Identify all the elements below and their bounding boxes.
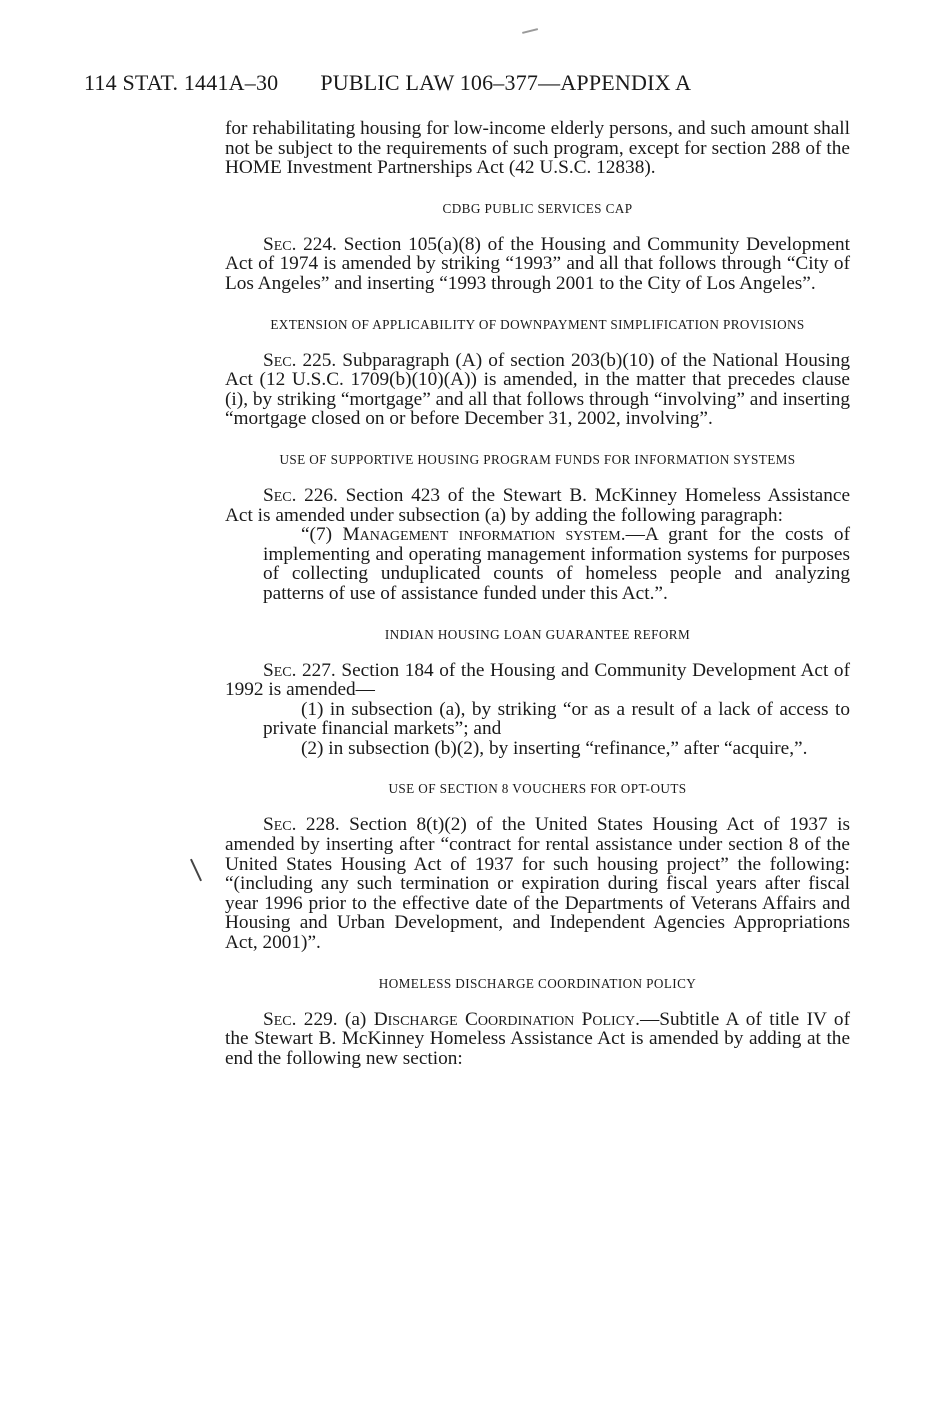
public-law-title: PUBLIC LAW 106–377—APPENDIX A	[320, 70, 692, 95]
section-227-caption: INDIAN HOUSING LOAN GUARANTEE REFORM	[384, 626, 691, 642]
section-226-quoted-paragraph	[263, 525, 850, 603]
section-227-paragraph	[225, 661, 850, 700]
section-229-paragraph	[225, 1010, 850, 1069]
section-226-paragraph	[225, 486, 850, 525]
scan-mark-top	[522, 28, 538, 33]
section-227-text: Section 184 of the Housing and Community Development Act of 1992 is amended—	[225, 659, 850, 701]
section-227-label: Sec. 227.	[263, 659, 336, 681]
section-228-label: Sec. 228.	[263, 814, 340, 836]
scan-margin-mark	[190, 859, 202, 882]
section-229-caption: HOMELESS DISCHARGE COORDINATION POLICY	[378, 975, 697, 991]
section-228-caption: USE OF SECTION 8 VOUCHERS FOR OPT-OUTS	[388, 781, 687, 797]
page-header	[84, 70, 691, 96]
section-227-item-1: (1) in subsection (a), by striking “or as a result of a lack of access to private financial markets”; and	[263, 698, 850, 740]
section-229-text: —Subtitle A of title IV of the Stewart B. McKinney Homeless Assistance Act is amended by adding at the end the following new section:	[225, 1008, 850, 1069]
section-227-item-2: (2) in subsection (b)(2), by inserting “refinance,” after “acquire,”.	[301, 737, 808, 759]
section-224-text: Section 105(a)(8) of the Housing and Community Development Act of 1974 is amended by striking “1993” and all that follows through “City of Los Angeles” and inserting “1993 through 2001 to the City of Los Angeles”.	[225, 233, 850, 294]
document-body	[225, 119, 850, 1068]
section-228-paragraph	[225, 815, 850, 952]
section-225-label: Sec. 225.	[263, 349, 337, 371]
section-229-sub-label: (a)	[344, 1008, 374, 1030]
section-229-label: Sec. 229.	[263, 1008, 338, 1030]
section-225-paragraph	[225, 351, 850, 429]
section-225-caption: EXTENSION OF APPLICABILITY OF DOWNPAYMENT SIMPLIFICATION PROVISIONS	[270, 316, 805, 332]
section-228-text: Section 8(t)(2) of the United States Housing Act of 1937 is amended by inserting after “contract for rental assistance under section 8 of the United States Housing Act of 1937 for such housing project” the following: “(including any such termination or expiration during fiscal years after fiscal year 1996 prior to the effective date of the Departments of Veterans Affairs and Housing and Urban Development, and Independent Agencies Appropriations Act, 2001)”.	[225, 814, 850, 954]
statute-citation: 114 STAT. 1441A–30	[84, 70, 279, 95]
section-226-caption: USE OF SUPPORTIVE HOUSING PROGRAM FUNDS FOR INFORMATION SYSTEMS	[279, 451, 796, 467]
quote-prefix: “(7)	[301, 524, 343, 546]
section-225-text: Subparagraph (A) of section 203(b)(10) of the National Housing Act (12 U.S.C. 1709(b)(10)(A)) is amended, in the matter that precedes clause (i), by striking “mortgage” and all that follows through “involving” and inserting “mortgage closed on or before December 31, 2002, involving”.	[225, 349, 850, 430]
section-224-caption: CDBG PUBLIC SERVICES CAP	[442, 200, 633, 216]
section-224-label: Sec. 224.	[263, 233, 337, 255]
section-226-label: Sec. 226.	[263, 484, 338, 506]
section-224-paragraph	[225, 235, 850, 294]
quote-text: —A grant for the costs of implementing and operating management information systems for purposes of collecting unduplicated counts of homeless people and analyzing patterns of use of assistance funded under this Act.”.	[263, 524, 850, 604]
intro-paragraph: for rehabilitating housing for low-income elderly persons, and such amount shall not be subject to the requirements of such program, except for section 288 of the HOME Investment Partnerships Act (42 U.S.C. 12838).	[225, 118, 850, 179]
section-226-text: Section 423 of the Stewart B. McKinney Homeless Assistance Act is amended under subsection (a) by adding the following paragraph:	[225, 484, 850, 526]
section-229-sub-heading: Discharge Coordination Policy.	[373, 1008, 640, 1030]
quote-heading: Management information system.	[342, 524, 626, 546]
